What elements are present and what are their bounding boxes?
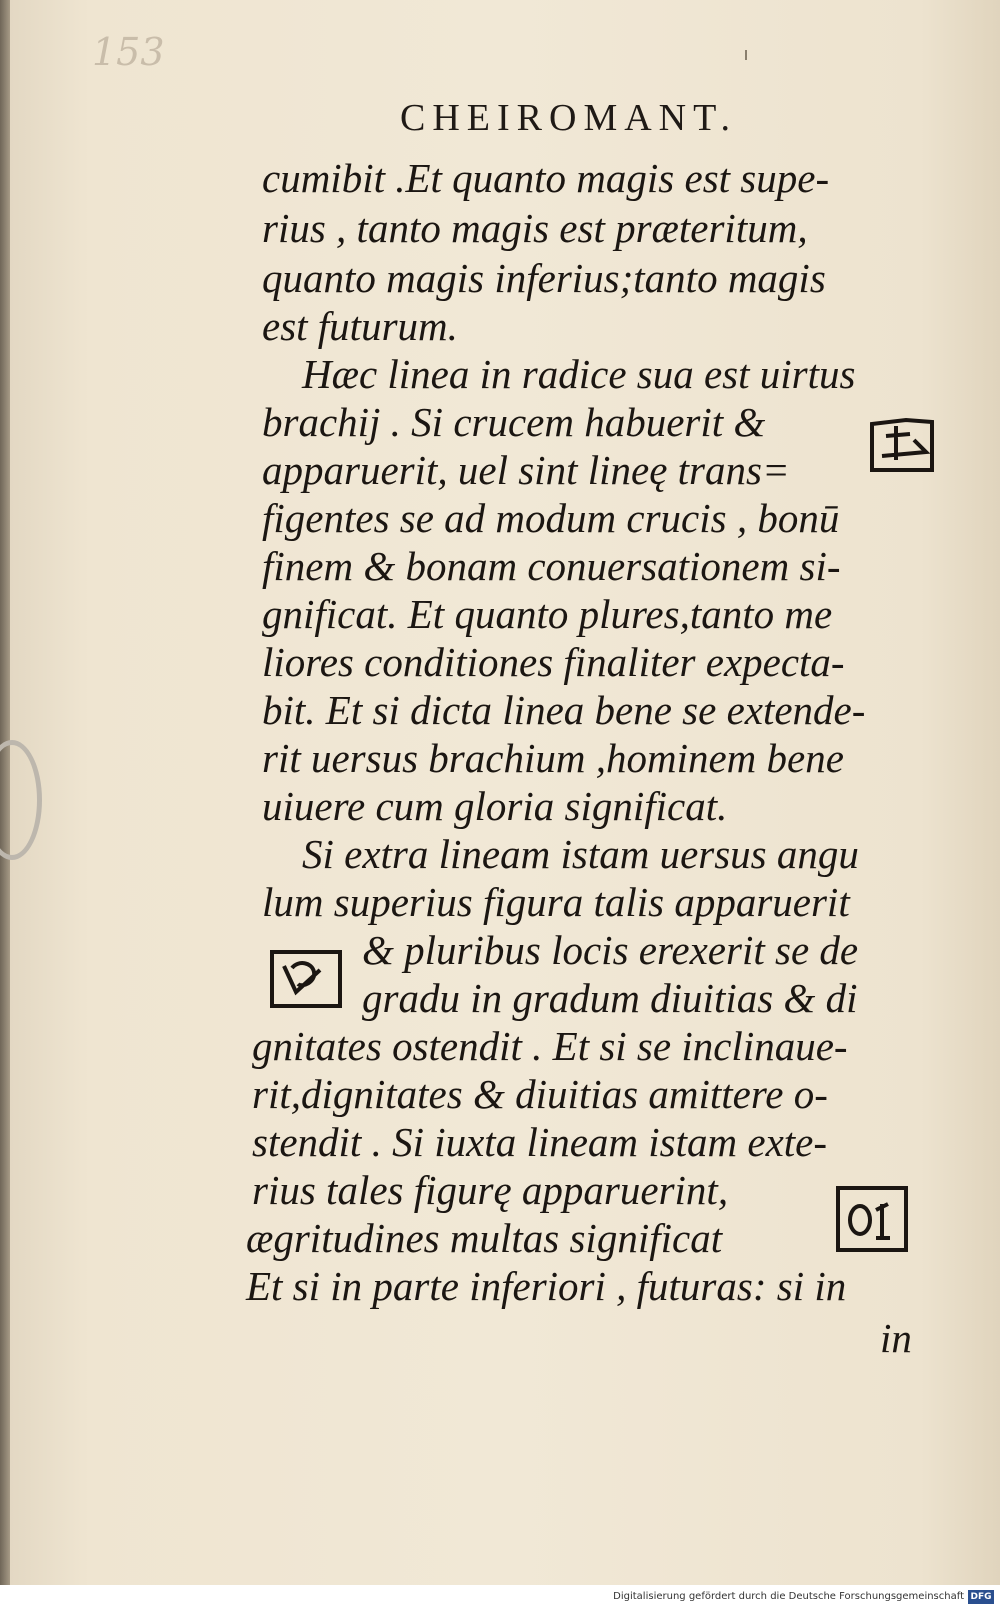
text-line: rius tales figurę apparuerint, xyxy=(252,1167,729,1213)
text-line: figentes se ad modum crucis , bonū xyxy=(262,495,840,541)
text-line: finem & bonam conuersationem si- xyxy=(262,543,841,589)
text-line: gnitates ostendit . Et si se inclinaue- xyxy=(252,1023,848,1069)
text-line: & pluribus locis erexerit se de xyxy=(362,927,859,973)
text-line: est futurum. xyxy=(262,303,458,349)
text-line: uiuere cum gloria significat. xyxy=(262,783,728,829)
footer xyxy=(0,1588,1000,1612)
text-line: rius , tanto magis est præteritum, xyxy=(262,205,808,251)
text-line: ægritudines multas significat xyxy=(246,1215,723,1261)
text-line: gradu in gradum diuitias & di xyxy=(362,975,858,1021)
pencil-page-number: 153 xyxy=(92,30,165,74)
ladder-figure-icon xyxy=(836,1186,908,1252)
footer-credit: Digitalisierung gefördert durch die Deutsche Forschungsgemeinschaft xyxy=(613,1591,964,1602)
running-head: CHEIROMANT. xyxy=(400,97,738,139)
cross-figure-icon xyxy=(866,412,938,474)
text-line: rit uersus brachium ,hominem bene xyxy=(262,735,844,781)
text-line: gnificat. Et quanto plures,tanto me xyxy=(262,591,833,637)
text-line: Hæc linea in radice sua est uirtus xyxy=(302,351,856,397)
text-line: rit,dignitates & diuitias amittere o- xyxy=(252,1071,828,1117)
heart-figure-icon xyxy=(270,950,342,1008)
text-line: cumibit .Et quanto magis est supe- xyxy=(262,155,830,201)
catchword: in xyxy=(880,1315,912,1361)
text-line: Et si in parte inferiori , futuras: si in xyxy=(246,1263,847,1309)
text-line: liores conditiones finaliter expecta- xyxy=(262,639,845,685)
text-line: bit. Et si dicta linea bene se extende- xyxy=(262,687,866,733)
text-line: stendit . Si iuxta lineam istam exte- xyxy=(252,1119,828,1165)
text-line: Si extra lineam istam uersus angu xyxy=(302,831,859,877)
text-line: lum superius figura talis apparuerit xyxy=(262,879,850,925)
dfg-logo-icon: DFG xyxy=(968,1590,994,1604)
text-line: apparuerit, uel sint lineę trans= xyxy=(262,447,790,493)
text-line: brachij . Si crucem habuerit & xyxy=(262,399,766,445)
text-line: quanto magis inferius;tanto magis xyxy=(262,255,826,301)
